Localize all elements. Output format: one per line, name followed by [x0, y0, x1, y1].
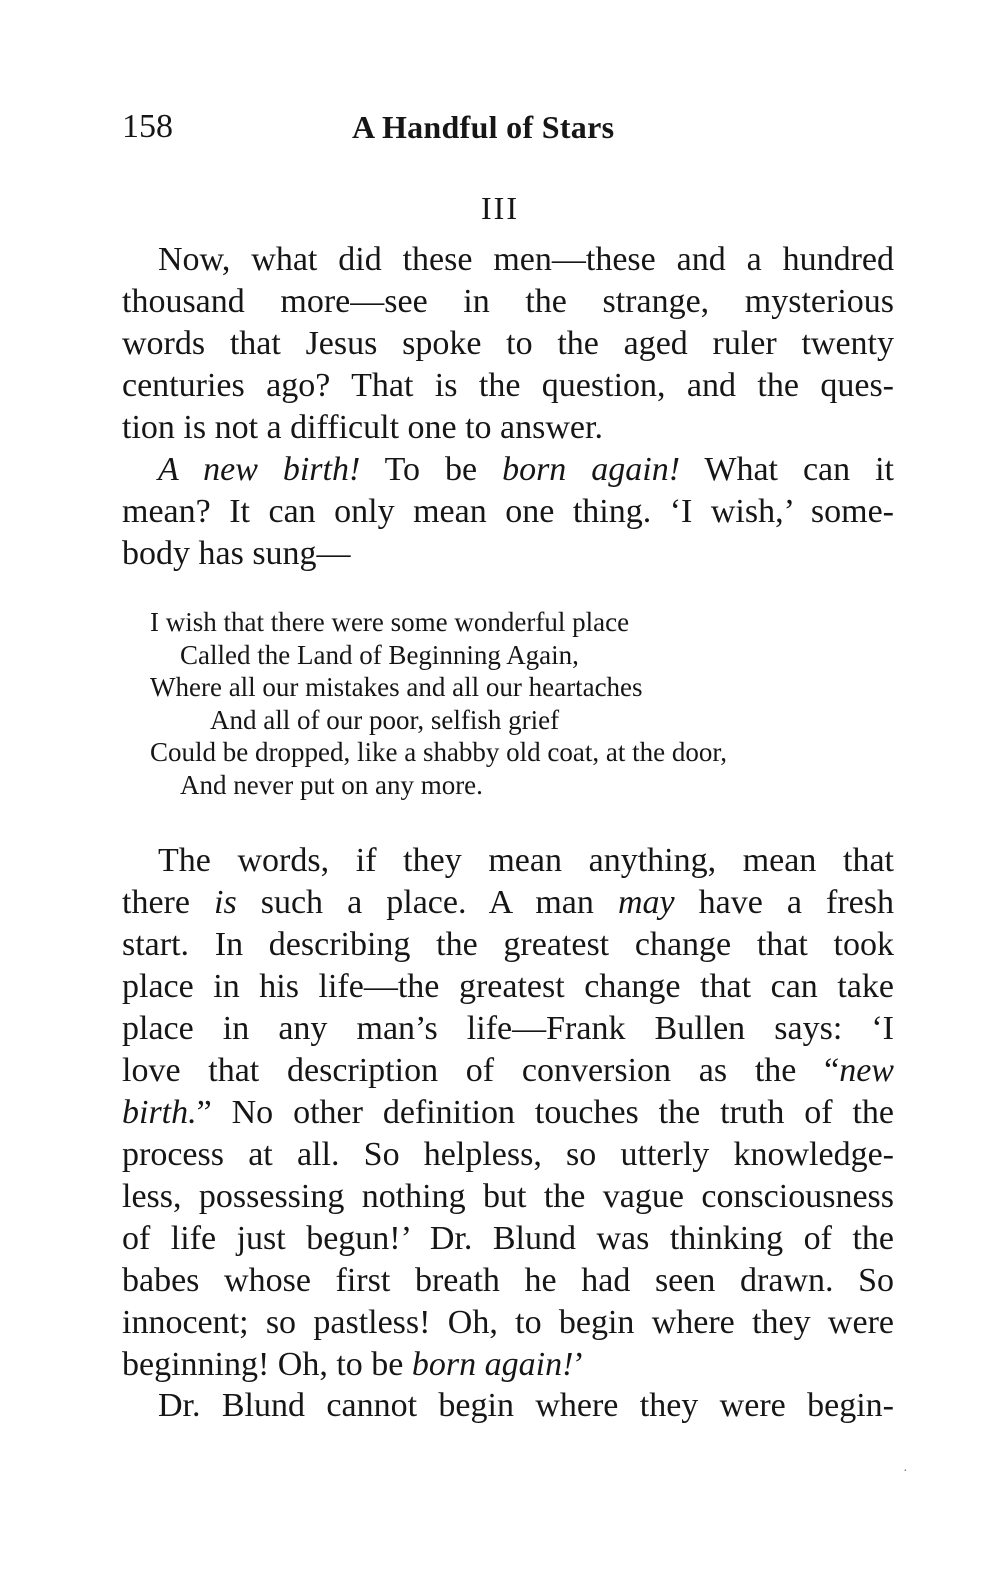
book-title: A Handful of Stars: [352, 109, 615, 145]
text-line: words that Jesus spoke to the aged ruler twenty: [122, 325, 894, 362]
text-line: tion is not a difficult one to answer.: [122, 409, 603, 446]
text-line: The words, if they mean anything, mean that: [158, 842, 894, 879]
text-line: [122, 1050, 894, 1092]
text-run: ” No other definition touches the truth of the: [196, 1094, 894, 1131]
text-line: Now, what did these men—these and a hundred: [158, 241, 894, 278]
poem-line: And all of our poor, selfish grief: [210, 704, 560, 735]
paragraph-4: [122, 1385, 894, 1427]
text-line: [122, 882, 894, 924]
italic-phrase: birth.: [122, 1094, 197, 1131]
poem-line: Called the Land of Beginning Again,: [180, 639, 579, 670]
text-line: place in his life—the greatest change that can take: [122, 968, 894, 1005]
page-number: 158: [122, 108, 173, 145]
text-line: babes whose first breath he had seen drawn. So: [122, 1262, 894, 1299]
text-line: place in any man’s life—Frank Bullen says: ‘I: [122, 1010, 894, 1047]
italic-phrase: born again!: [502, 451, 681, 488]
text-line: of life just begun!’ Dr. Blund was thinking of the: [122, 1220, 894, 1257]
italic-phrase: A new birth!: [158, 451, 361, 488]
paragraph-1: [122, 239, 894, 449]
text-line: [122, 449, 894, 491]
text-run: To be: [360, 451, 503, 488]
paragraph-2: [122, 449, 894, 575]
paragraph-3: [122, 840, 894, 1386]
scan-speck: ·: [903, 1464, 908, 1479]
text-line: [122, 1092, 894, 1134]
italic-phrase: born again!: [411, 1346, 574, 1383]
text-line: [122, 1344, 894, 1386]
text-run: What can it: [680, 451, 895, 488]
text-line: mean? It can only mean one thing. ‘I wish,’ some-: [122, 493, 894, 530]
text-line: Dr. Blund cannot begin where they were begin-: [158, 1387, 894, 1424]
text-line: process at all. So helpless, so utterly knowledge-: [122, 1136, 894, 1173]
text-line: centuries ago? That is the question, and the ques-: [122, 367, 894, 404]
text-run: love that description of conversion as the “: [122, 1052, 840, 1089]
text-line: thousand more—see in the strange, mysterious: [122, 283, 894, 320]
poem-line: Where all our mistakes and all our heartaches: [150, 672, 643, 703]
italic-phrase: new: [839, 1052, 894, 1089]
text-line: start. In describing the greatest change that took: [122, 926, 894, 963]
italic-phrase: may: [617, 884, 675, 921]
section-number: III: [481, 190, 519, 226]
poem-line: Could be dropped, like a shabby old coat, at the door,: [150, 737, 728, 768]
poem-line: I wish that there were some wonderful place: [150, 607, 630, 637]
running-head: [122, 104, 892, 154]
text-run: there: [122, 884, 214, 921]
italic-phrase: is: [214, 884, 237, 921]
text-run: beginning! Oh, to be: [122, 1346, 412, 1383]
text-run: have a fresh: [674, 884, 894, 921]
text-run: such a place. A man: [236, 884, 618, 921]
text-run: ’: [573, 1346, 585, 1383]
text-line: body has sung—: [122, 535, 351, 572]
text-line: less, possessing nothing but the vague consciousness: [122, 1178, 894, 1215]
poem-line: And never put on any more.: [180, 769, 483, 800]
poem-quote: [150, 606, 880, 802]
text-line: innocent; so pastless! Oh, to begin where they were: [122, 1304, 894, 1341]
